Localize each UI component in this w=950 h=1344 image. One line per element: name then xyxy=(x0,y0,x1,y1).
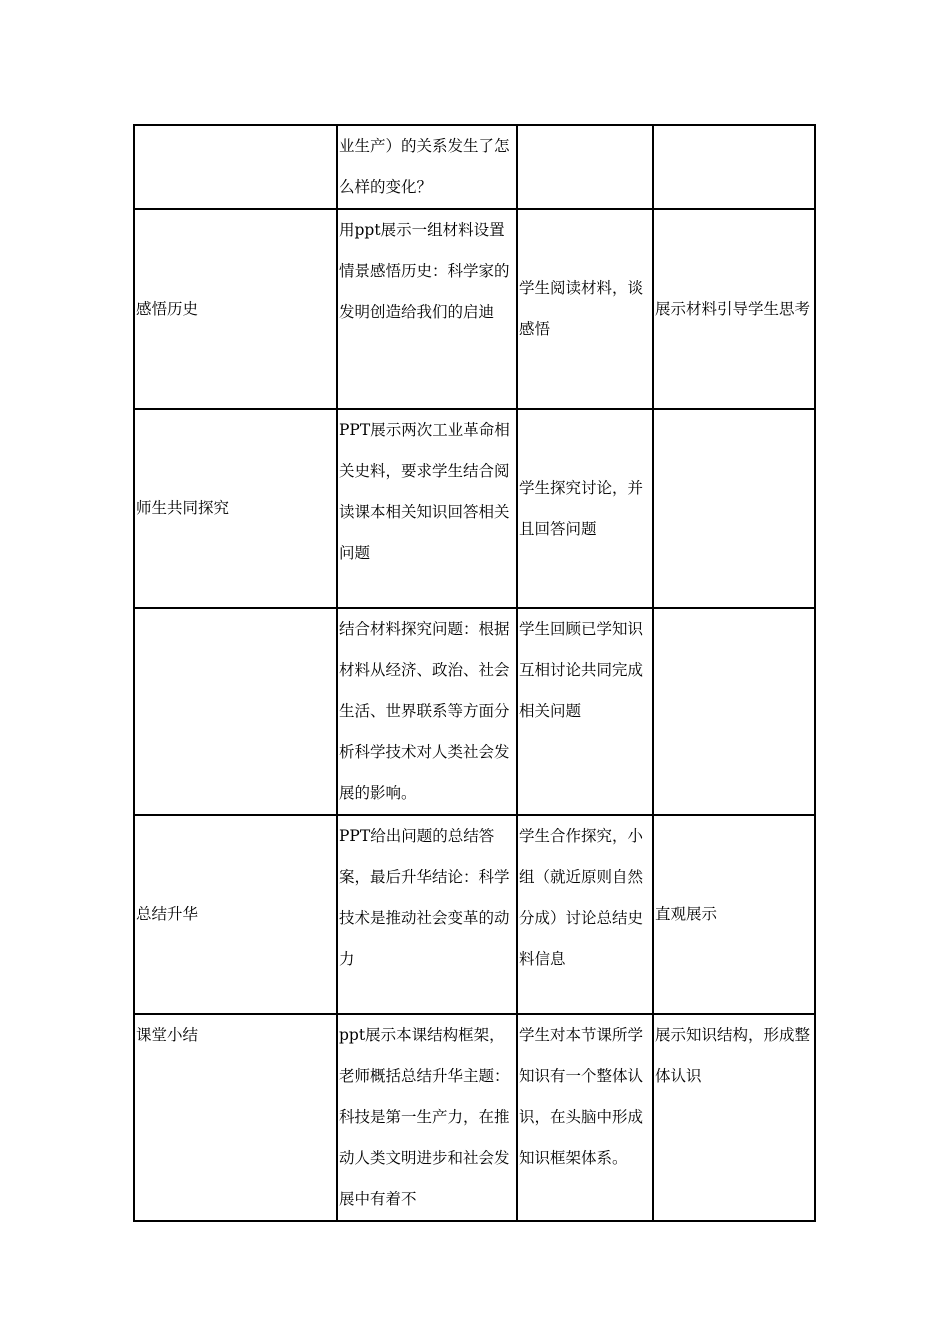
stage-cell: 师生共同探究 xyxy=(134,409,337,608)
teacher-activity-cell: 展示知识结构，形成整体认识 xyxy=(653,1014,815,1221)
stage-cell: 感悟历史 xyxy=(134,209,337,409)
teacher-activity-cell: 直观展示 xyxy=(653,815,815,1014)
table-row xyxy=(134,815,815,1014)
content-cell: ppt展示本课结构框架，老师概括总结升华主题：科技是第一生产力，在推动人类文明进步和社会发展中有着不 xyxy=(337,1014,517,1221)
content-cell: PPT展示两次工业革命相关史料，要求学生结合阅读课本相关知识回答相关问题 xyxy=(337,409,517,608)
student-activity-cell: 学生回顾已学知识互相讨论共同完成相关问题 xyxy=(517,608,653,815)
table-row xyxy=(134,209,815,409)
student-activity-cell xyxy=(517,125,653,209)
teacher-activity-cell xyxy=(653,608,815,815)
table-row xyxy=(134,125,815,209)
table-row xyxy=(134,409,815,608)
content-cell: 用ppt展示一组材料设置情景感悟历史：科学家的发明创造给我们的启迪 xyxy=(337,209,517,409)
student-activity-cell: 学生探究讨论，并且回答问题 xyxy=(517,409,653,608)
stage-cell xyxy=(134,608,337,815)
student-activity-cell: 学生对本节课所学知识有一个整体认识，在头脑中形成知识框架体系。 xyxy=(517,1014,653,1221)
content-cell: 结合材料探究问题：根据材料从经济、政治、社会生活、世界联系等方面分析科学技术对人类社会发展的影响。 xyxy=(337,608,517,815)
student-activity-cell: 学生阅读材料，谈感悟 xyxy=(517,209,653,409)
teacher-activity-cell xyxy=(653,125,815,209)
stage-cell: 总结升华 xyxy=(134,815,337,1014)
teacher-activity-cell: 展示材料引导学生思考 xyxy=(653,209,815,409)
student-activity-cell: 学生合作探究，小组（就近原则自然分成）讨论总结史料信息 xyxy=(517,815,653,1014)
table-row xyxy=(134,608,815,815)
content-cell: PPT给出问题的总结答案，最后升华结论：科学技术是推动社会变革的动力 xyxy=(337,815,517,1014)
table-row xyxy=(134,1014,815,1221)
stage-cell: 课堂小结 xyxy=(134,1014,337,1221)
lesson-plan-table xyxy=(133,124,816,1222)
content-cell: 业生产）的关系发生了怎么样的变化？ xyxy=(337,125,517,209)
stage-cell xyxy=(134,125,337,209)
teacher-activity-cell xyxy=(653,409,815,608)
